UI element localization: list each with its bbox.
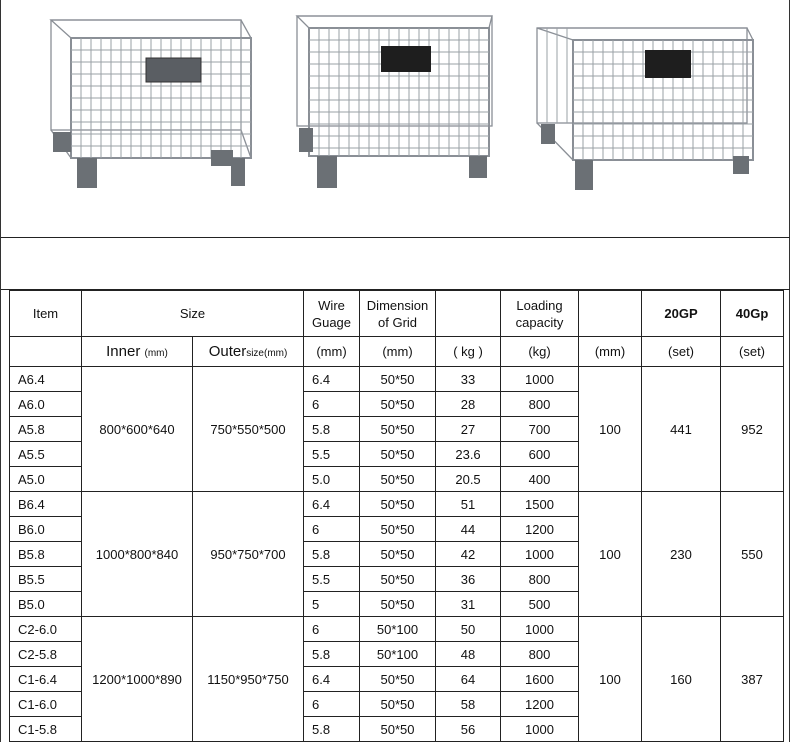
grid-cell: 50*100 [360,642,436,667]
item-cell: B6.4 [10,492,82,517]
item-cell: C1-6.4 [10,667,82,692]
subheader-grid-unit: (mm) [360,337,436,367]
header-loading-capacity: Loading capacity [501,291,579,337]
wire-guage-cell: 6.4 [304,492,360,517]
outer-label: Outer [208,343,247,360]
weight-cell: 31 [436,592,501,617]
weight-cell: 23.6 [436,442,501,467]
item-cell: A6.0 [10,392,82,417]
grid-cell: 50*50 [360,667,436,692]
item-cell: C2-5.8 [10,642,82,667]
wire-guage-cell: 6.4 [304,367,360,392]
grid-cell: 50*50 [360,692,436,717]
wire-guage-cell: 6 [304,692,360,717]
grid-cell: 50*50 [360,492,436,517]
weight-cell: 44 [436,517,501,542]
subheader-item [10,337,82,367]
item-cell: B5.8 [10,542,82,567]
height-cell: 100 [579,492,642,617]
wire-cage-image-2 [289,10,499,200]
capacity-cell: 1000 [501,367,579,392]
item-cell: C1-5.8 [10,717,82,742]
blank-band [1,238,790,290]
gp40-cell: 952 [721,367,784,492]
item-cell: A5.8 [10,417,82,442]
inner-label: Inner [106,343,141,360]
table-row [10,492,784,517]
subheader-wire-unit: (mm) [304,337,360,367]
capacity-cell: 700 [501,417,579,442]
outer-size-cell: 750*550*500 [193,367,304,492]
grid-cell: 50*50 [360,417,436,442]
item-cell: C2-6.0 [10,617,82,642]
capacity-cell: 1500 [501,492,579,517]
item-cell: C1-6.0 [10,692,82,717]
wire-guage-cell: 5 [304,592,360,617]
capacity-cell: 400 [501,467,579,492]
header-20gp: 20GP [642,291,721,337]
header-item: Item [10,291,82,337]
capacity-cell: 600 [501,442,579,467]
item-cell: B5.5 [10,567,82,592]
capacity-cell: 800 [501,567,579,592]
grid-cell: 50*50 [360,517,436,542]
weight-cell: 27 [436,417,501,442]
wire-guage-cell: 5.8 [304,642,360,667]
weight-cell: 51 [436,492,501,517]
weight-cell: 56 [436,717,501,742]
capacity-cell: 800 [501,392,579,417]
grid-cell: 50*50 [360,392,436,417]
weight-cell: 20.5 [436,467,501,492]
subheader-outer [193,337,304,367]
header-row [10,291,784,337]
grid-cell: 50*50 [360,367,436,392]
grid-cell: 50*50 [360,567,436,592]
spec-table [9,290,784,742]
wire-guage-cell: 6.4 [304,667,360,692]
grid-cell: 50*50 [360,467,436,492]
weight-cell: 42 [436,542,501,567]
wire-cage-image-1 [41,10,261,200]
capacity-cell: 800 [501,642,579,667]
capacity-cell: 1200 [501,517,579,542]
subheader-capacity-unit: (kg) [501,337,579,367]
wire-guage-cell: 6 [304,617,360,642]
capacity-cell: 1000 [501,542,579,567]
grid-cell: 50*50 [360,442,436,467]
header-dimension-of-grid: Dimension of Grid [360,291,436,337]
subheader-inner [82,337,193,367]
item-cell: A5.5 [10,442,82,467]
wire-guage-cell: 5.8 [304,717,360,742]
wire-guage-cell: 6 [304,517,360,542]
grid-cell: 50*50 [360,542,436,567]
height-cell: 100 [579,367,642,492]
gp20-cell: 441 [642,367,721,492]
wire-guage-cell: 5.5 [304,442,360,467]
grid-cell: 50*50 [360,717,436,742]
inner-size-cell: 800*600*640 [82,367,193,492]
gp40-cell: 387 [721,617,784,742]
weight-cell: 64 [436,667,501,692]
table-row [10,367,784,392]
gp20-cell: 160 [642,617,721,742]
subheader-40gp-unit: (set) [721,337,784,367]
capacity-cell: 1000 [501,617,579,642]
gp20-cell: 230 [642,492,721,617]
outer-unit: size(mm) [246,348,288,359]
weight-cell: 50 [436,617,501,642]
table-row [10,617,784,642]
wire-cage-image-3 [533,18,758,198]
subheader-20gp-unit: (set) [642,337,721,367]
inner-size-cell: 1000*800*840 [82,492,193,617]
weight-cell: 58 [436,692,501,717]
grid-cell: 50*100 [360,617,436,642]
subheader-height-unit: (mm) [579,337,642,367]
weight-cell: 28 [436,392,501,417]
header-weight [436,291,501,337]
outer-size-cell: 1150*950*750 [193,617,304,742]
header-40gp: 40Gp [721,291,784,337]
item-cell: A5.0 [10,467,82,492]
inner-unit: (mm) [144,348,168,359]
wire-guage-cell: 5.0 [304,467,360,492]
wire-guage-cell: 5.8 [304,542,360,567]
height-cell: 100 [579,617,642,742]
capacity-cell: 1200 [501,692,579,717]
subheader-weight-unit: ( kg ) [436,337,501,367]
grid-cell: 50*50 [360,592,436,617]
header-height [579,291,642,337]
capacity-cell: 1000 [501,717,579,742]
header-wire-guage: Wire Guage [304,291,360,337]
weight-cell: 48 [436,642,501,667]
wire-guage-cell: 5.5 [304,567,360,592]
wire-guage-cell: 5.8 [304,417,360,442]
wire-guage-cell: 6 [304,392,360,417]
weight-cell: 36 [436,567,501,592]
inner-size-cell: 1200*1000*890 [82,617,193,742]
header-size: Size [82,291,304,337]
product-photo-strip [1,0,790,238]
item-cell: A6.4 [10,367,82,392]
gp40-cell: 550 [721,492,784,617]
capacity-cell: 500 [501,592,579,617]
weight-cell: 33 [436,367,501,392]
outer-size-cell: 950*750*700 [193,492,304,617]
subheader-row [10,337,784,367]
item-cell: B5.0 [10,592,82,617]
capacity-cell: 1600 [501,667,579,692]
item-cell: B6.0 [10,517,82,542]
